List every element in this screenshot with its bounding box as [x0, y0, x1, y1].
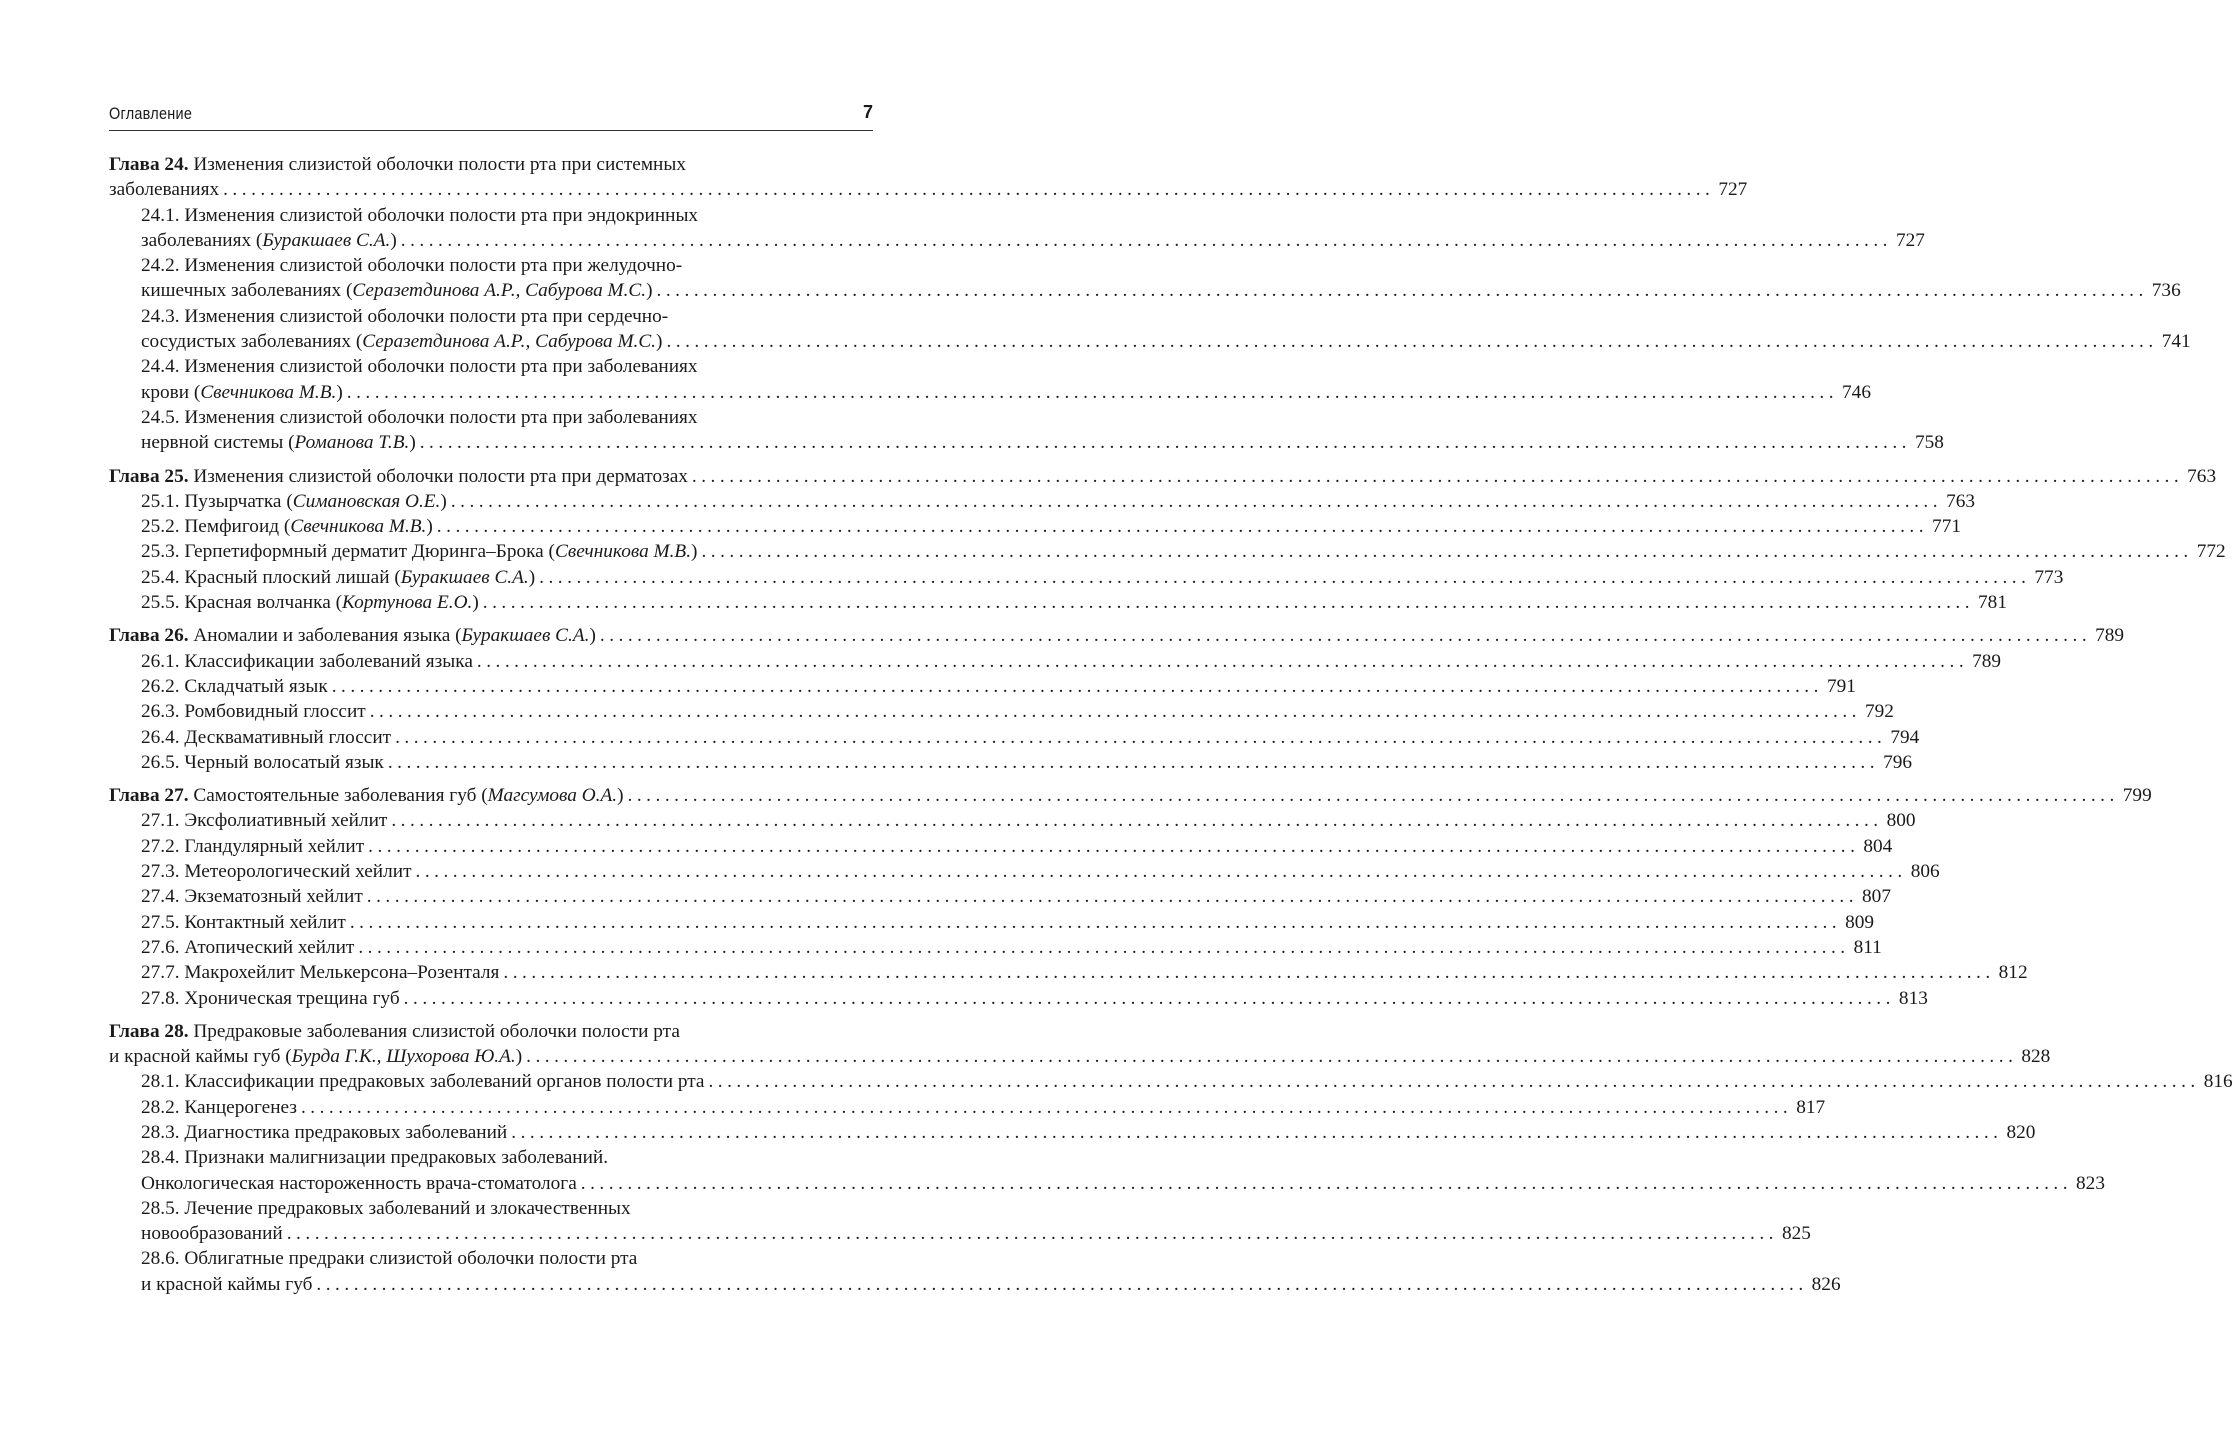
section-entry[interactable] [109, 1069, 2233, 1094]
section-title-line: 24.2. Изменения слизистой оболочки полости рта при желудочно- [141, 255, 683, 277]
section-entry[interactable] [109, 489, 1975, 514]
page-number: 7 [862, 102, 873, 122]
entry-page-number: 791 [1826, 675, 1856, 697]
section-entry[interactable] [109, 1095, 1826, 1120]
entry-authors: Свечникова М.В. [200, 381, 337, 403]
leader-dots [367, 884, 1858, 909]
entry-title: 25.3. Герпетиформный дерматит Дюринга–Брока (Свечникова М.В.) [141, 541, 698, 563]
entry-authors: Буракшаев С.А. [461, 625, 590, 647]
entry-page-number: 825 [1781, 1223, 1811, 1245]
entry-title: и красной каймы губ (Бурда Г.К., Шухорова Ю.А.) [109, 1046, 523, 1068]
entry-title: 25.4. Красный плоский лишай (Буракшаев С.А.) [141, 566, 536, 588]
entry-page-number: 792 [1864, 701, 1894, 723]
entry-authors: Буракшаев С.А. [400, 566, 529, 588]
entry-page-number: 741 [2161, 331, 2191, 353]
leader-dots [301, 1095, 1792, 1120]
chapter-block [109, 783, 2152, 1011]
entry-authors: Магсумова О.А. [487, 785, 618, 807]
entry-page-number: 763 [1946, 490, 1975, 512]
entry-title: 26.4. Десквамативный глоссит [141, 726, 392, 748]
entry-title: 28.2. Канцерогенез [141, 1096, 297, 1118]
leader-dots [347, 380, 1838, 405]
entry-page-number: 812 [1998, 962, 2028, 984]
chapter-title-line: Глава 28. Предраковые заболевания слизистой оболочки полости рта [109, 1020, 680, 1042]
entry-page-number: 789 [1972, 650, 2002, 672]
leader-dots [503, 960, 1994, 985]
section-entry[interactable] [109, 228, 1925, 253]
entry-page-number: 806 [1910, 861, 1940, 883]
chapter-block [109, 623, 2125, 775]
leader-dots [358, 935, 1849, 960]
entry-page-number: 727 [1718, 179, 1748, 201]
entry-page-number: 826 [1811, 1273, 1841, 1295]
chapter-entry[interactable] [109, 1044, 2051, 1069]
chapter-label: Глава 25. [109, 465, 189, 487]
section-entry[interactable] [109, 1171, 2105, 1196]
leader-dots [223, 177, 1714, 202]
entry-page-number: 811 [1853, 936, 1882, 958]
entry-authors: Серазетдинова А.Р., Сабурова М.С. [352, 280, 647, 302]
chapter-entry[interactable] [109, 783, 2152, 808]
section-entry[interactable] [109, 1120, 2036, 1145]
entry-authors: Романова Т.В. [294, 432, 410, 454]
leader-dots [395, 725, 1886, 750]
entry-title: Глава 26. Аномалии и заболевания языка (Буракшаев С.А.) [109, 625, 596, 647]
entry-title: 27.1. Эксфолиативный хейлит [141, 810, 388, 832]
section-title-line: 28.5. Лечение предраковых заболеваний и злокачественных [141, 1197, 631, 1219]
entry-title: 26.5. Черный волосатый язык [141, 751, 384, 773]
section-entry[interactable] [109, 430, 1944, 455]
leader-dots [600, 623, 2091, 648]
entry-title: сосудистых заболеваниях (Серазетдинова А.Р., Сабурова М.С.) [141, 331, 663, 353]
leader-dots [692, 464, 2183, 489]
chapter-label: Глава 24. [109, 154, 189, 175]
entry-page-number: 799 [2122, 785, 2152, 807]
leader-dots [350, 910, 1841, 935]
section-entry[interactable] [109, 1221, 1811, 1246]
entry-title: 26.2. Складчатый язык [141, 675, 328, 697]
section-entry[interactable] [109, 590, 2007, 615]
entry-page-number: 828 [2021, 1046, 2051, 1068]
leader-dots [391, 808, 1882, 833]
entry-page-number: 771 [1932, 516, 1961, 538]
leader-dots [370, 699, 1861, 724]
entry-title: заболеваниях [109, 179, 220, 201]
leader-dots [420, 430, 1911, 455]
entry-page-number: 794 [1890, 726, 1920, 748]
section-entry[interactable] [109, 808, 1916, 833]
leader-dots [477, 649, 1968, 674]
entry-authors: Свечникова М.В. [290, 516, 427, 538]
leader-dots [437, 514, 1928, 539]
leader-dots [483, 590, 1974, 615]
leader-dots [404, 986, 1895, 1011]
leader-dots [416, 859, 1907, 884]
entry-title: Глава 27. Самостоятельные заболевания губ (Магсумова О.А.) [109, 785, 624, 807]
section-entry[interactable] [109, 834, 1893, 859]
leader-dots [526, 1044, 2017, 1069]
chapter-block [109, 1019, 2233, 1297]
entry-page-number: 820 [2006, 1121, 2036, 1143]
entry-page-number: 804 [1863, 835, 1893, 857]
entry-page-number: 773 [2034, 566, 2064, 588]
section-title-line: 24.1. Изменения слизистой оболочки полости рта при эндокринных [141, 204, 699, 226]
entry-page-number: 817 [1796, 1096, 1826, 1118]
leader-dots [388, 750, 1879, 775]
entry-page-number: 727 [1896, 229, 1925, 251]
entry-title: 27.7. Макрохейлит Мелькерсона–Розенталя [141, 962, 500, 984]
section-entry[interactable] [109, 649, 2002, 674]
entry-page-number: 763 [2187, 465, 2217, 487]
entry-page-number: 772 [2196, 541, 2226, 563]
section-entry[interactable] [109, 1272, 1841, 1297]
leader-dots [451, 489, 1942, 514]
entry-title: 28.3. Диагностика предраковых заболеваний [141, 1121, 508, 1143]
section-entry[interactable] [109, 380, 1871, 405]
running-header-title: Оглавление [109, 104, 193, 123]
entry-title: 27.6. Атопический хейлит [141, 936, 355, 958]
leader-dots [628, 783, 2119, 808]
entry-page-number: 781 [1978, 592, 2007, 614]
leader-dots [316, 1272, 1807, 1297]
entry-page-number: 823 [2076, 1172, 2105, 1194]
chapter-entry[interactable] [109, 177, 1748, 202]
section-entry[interactable] [109, 329, 2191, 354]
chapter-label: Глава 26. [109, 625, 189, 647]
chapter-entry[interactable] [109, 623, 2125, 648]
section-entry[interactable] [109, 986, 1928, 1011]
leader-dots [368, 834, 1859, 859]
entry-title: нервной системы (Романова Т.В.) [141, 432, 416, 454]
entry-authors: Буракшаев С.А. [262, 229, 391, 251]
section-title-line: 24.3. Изменения слизистой оболочки полости рта при сердечно- [141, 305, 669, 327]
chapter-block [109, 464, 2226, 616]
chapter-label: Глава 27. [109, 785, 189, 807]
entry-page-number: 816 [2203, 1071, 2233, 1093]
entry-authors: Кортунова Е.О. [342, 592, 473, 614]
entry-title: новообразований [141, 1223, 283, 1245]
entry-title: Глава 25. Изменения слизистой оболочки полости рта при дерматозах [109, 465, 688, 487]
entry-title: кишечных заболеваниях (Серазетдинова А.Р., Сабурова М.С.) [141, 280, 653, 302]
entry-title: и красной каймы губ [141, 1273, 313, 1295]
entry-title: 27.8. Хроническая трещина губ [141, 987, 400, 1009]
section-entry[interactable] [109, 539, 2226, 564]
entry-title: крови (Свечникова М.В.) [141, 381, 343, 403]
entry-page-number: 789 [2095, 625, 2125, 647]
entry-title: 27.5. Контактный хейлит [141, 911, 346, 933]
entry-page-number: 800 [1886, 810, 1916, 832]
leader-dots [701, 539, 2192, 564]
section-entry[interactable] [109, 725, 1920, 750]
entry-title: 25.5. Красная волчанка (Кортунова Е.О.) [141, 592, 479, 614]
chapter-title-line: Глава 24. Изменения слизистой оболочки полости рта при системных [109, 154, 686, 175]
entry-title: 25.1. Пузырчатка (Симановская О.Е.) [141, 490, 447, 512]
entry-page-number: 809 [1845, 911, 1874, 933]
chapter-entry[interactable] [109, 464, 2217, 489]
chapter-label: Глава 28. [109, 1020, 189, 1042]
entry-authors: Бурда Г.К., Шухорова Ю.А. [291, 1046, 516, 1068]
section-entry[interactable] [109, 935, 1882, 960]
entry-page-number: 807 [1862, 886, 1891, 908]
leader-dots [539, 565, 2030, 590]
section-entry[interactable] [109, 884, 1891, 909]
entry-title: 28.1. Классификации предраковых заболеваний органов полости рта [141, 1071, 705, 1093]
section-entry[interactable] [109, 514, 1961, 539]
section-title-line: 28.4. Признаки малигнизации предраковых заболеваний. [141, 1147, 609, 1169]
leader-dots [666, 329, 2157, 354]
entry-title: 26.1. Классификации заболеваний языка [141, 650, 473, 672]
entry-title: 25.2. Пемфигоид (Свечникова М.В.) [141, 516, 433, 538]
entry-title: 27.3. Метеорологический хейлит [141, 861, 412, 883]
section-title-line: 24.4. Изменения слизистой оболочки полости рта при заболеваниях [141, 356, 698, 378]
leader-dots [708, 1069, 2199, 1094]
section-entry[interactable] [109, 278, 2181, 303]
section-entry[interactable] [109, 859, 1940, 884]
leader-dots [332, 674, 1823, 699]
entry-authors: Симановская О.Е. [292, 490, 441, 512]
section-entry[interactable] [109, 565, 2064, 590]
table-of-contents [109, 152, 2233, 1305]
entry-page-number: 736 [2151, 280, 2181, 302]
leader-dots [401, 228, 1892, 253]
entry-title: Онкологическая настороженность врача-стоматолога [141, 1172, 577, 1194]
entry-authors: Серазетдинова А.Р., Сабурова М.С. [362, 331, 657, 353]
entry-page-number: 813 [1898, 987, 1928, 1009]
section-entry[interactable] [109, 674, 1856, 699]
chapter-block [109, 152, 2191, 456]
entry-page-number: 796 [1883, 751, 1912, 773]
leader-dots [657, 278, 2148, 303]
section-entry[interactable] [109, 699, 1894, 724]
leader-dots [511, 1120, 2002, 1145]
section-entry[interactable] [109, 960, 2028, 985]
section-title-line: 24.5. Изменения слизистой оболочки полости рта при заболеваниях [141, 406, 698, 428]
leader-dots [581, 1171, 2072, 1196]
section-entry[interactable] [109, 750, 1912, 775]
entry-title: 27.4. Экзематозный хейлит [141, 886, 363, 908]
leader-dots [287, 1221, 1778, 1246]
section-entry[interactable] [109, 910, 1874, 935]
entry-title: 26.3. Ромбовидный глоссит [141, 701, 366, 723]
entry-page-number: 758 [1914, 432, 1944, 454]
entry-authors: Свечникова М.В. [554, 541, 692, 563]
section-title-line: 28.6. Облигатные предраки слизистой оболочки полости рта [141, 1248, 638, 1270]
entry-page-number: 746 [1842, 381, 1871, 403]
entry-title: 27.2. Гландулярный хейлит [141, 835, 365, 857]
running-header [109, 100, 873, 131]
entry-title: заболеваниях (Буракшаев С.А.) [141, 229, 397, 251]
